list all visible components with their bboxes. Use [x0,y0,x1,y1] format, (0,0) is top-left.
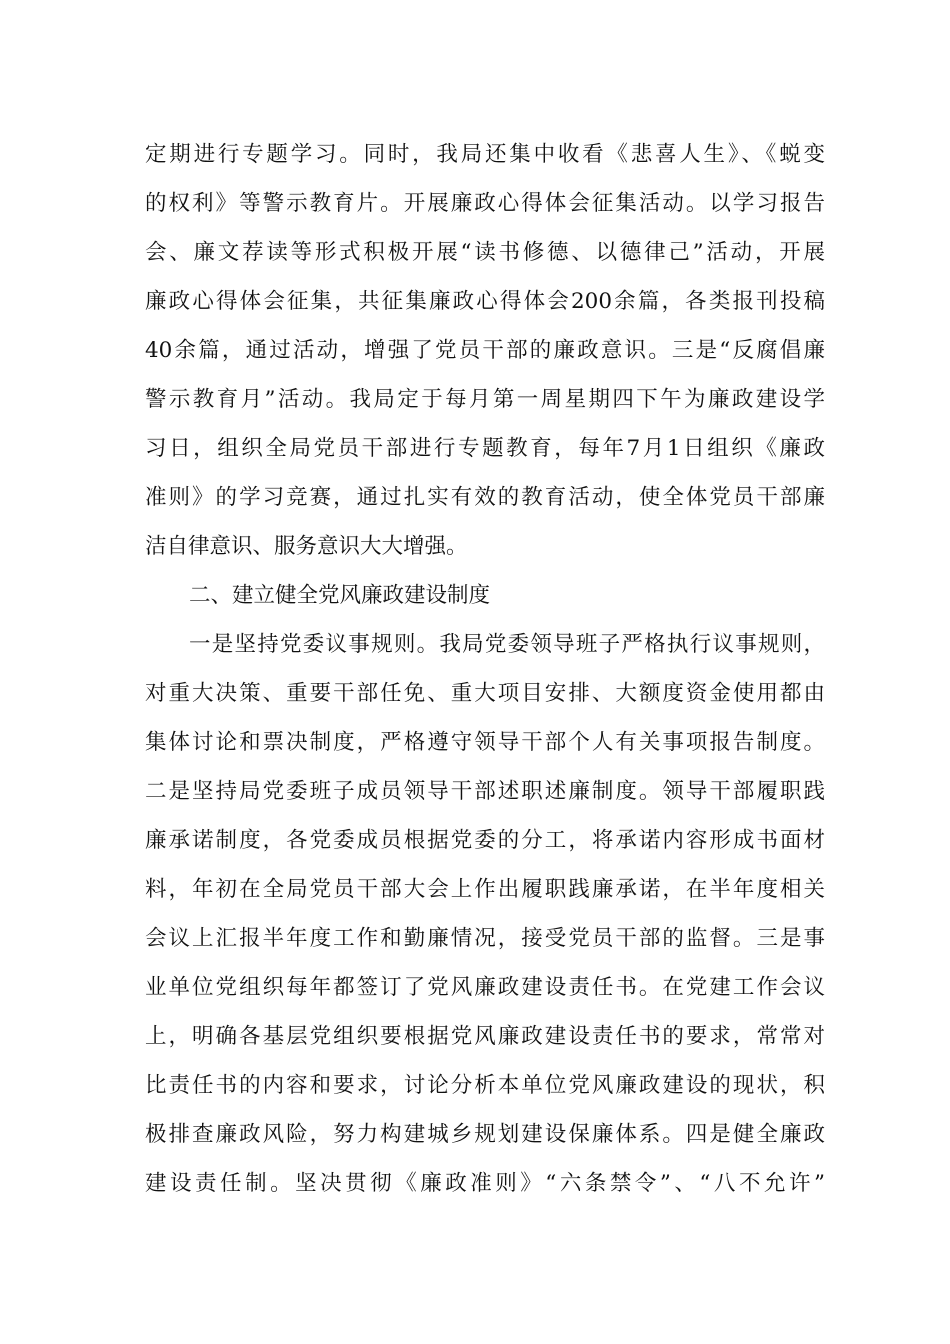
text-line: 比责任书的内容和要求，讨论分析本单位党风廉政建设的现状，积 [145,1073,825,1098]
text-line: 习日，组织全局党员干部进行专题教育，每年7月1日组织《廉政 [145,436,825,461]
text-line: 准则》的学习竞赛，通过扎实有效的教育活动，使全体党员干部廉 [145,485,825,510]
section-heading: 二、建立健全党风廉政建设制度 [189,583,491,608]
text-line: 一是坚持党委议事规则。我局党委领导班子严格执行议事规则， [189,632,825,657]
body-text [145,130,825,1208]
text-line: 料，年初在全局党员干部大会上作出履职践廉承诺，在半年度相关 [145,877,825,902]
text-line: 二是坚持局党委班子成员领导干部述职述廉制度。领导干部履职践 [145,779,825,804]
text-line: 廉政心得体会征集，共征集廉政心得体会200余篇，各类报刊投稿 [145,289,825,314]
text-line: 的权利》等警示教育片。开展廉政心得体会征集活动。以学习报告 [145,191,825,216]
text-line: 会、廉文荐读等形式积极开展“读书修德、以德律己”活动，开展 [145,240,825,265]
text-line: 40余篇，通过活动，增强了党员干部的廉政意识。三是“反腐倡廉 [145,338,825,363]
text-line: 业单位党组织每年都签订了党风廉政建设责任书。在党建工作会议 [145,975,825,1000]
text-line: 廉承诺制度，各党委成员根据党委的分工，将承诺内容形成书面材 [145,828,825,853]
text-line: 极排查廉政风险，努力构建城乡规划建设保廉体系。四是健全廉政 [145,1122,825,1147]
text-line: 对重大决策、重要干部任免、重大项目安排、大额度资金使用都由 [145,681,825,706]
text-line: 上，明确各基层党组织要根据党风廉政建设责任书的要求，常常对 [145,1024,825,1049]
text-line: 定期进行专题学习。同时，我局还集中收看《悲喜人生》、《蜕变 [145,142,825,167]
text-line: 洁自律意识、服务意识大大增强。 [145,534,468,559]
text-line: 警示教育月”活动。我局定于每月第一周星期四下午为廉政建设学 [145,387,825,412]
text-line: 建设责任制。坚决贯彻《廉政准则》“六条禁令”、“八不允许” [145,1171,825,1196]
text-line: 会议上汇报半年度工作和勤廉情况，接受党员干部的监督。三是事 [145,926,825,951]
text-line: 集体讨论和票决制度，严格遵守领导干部个人有关事项报告制度。 [145,730,825,755]
